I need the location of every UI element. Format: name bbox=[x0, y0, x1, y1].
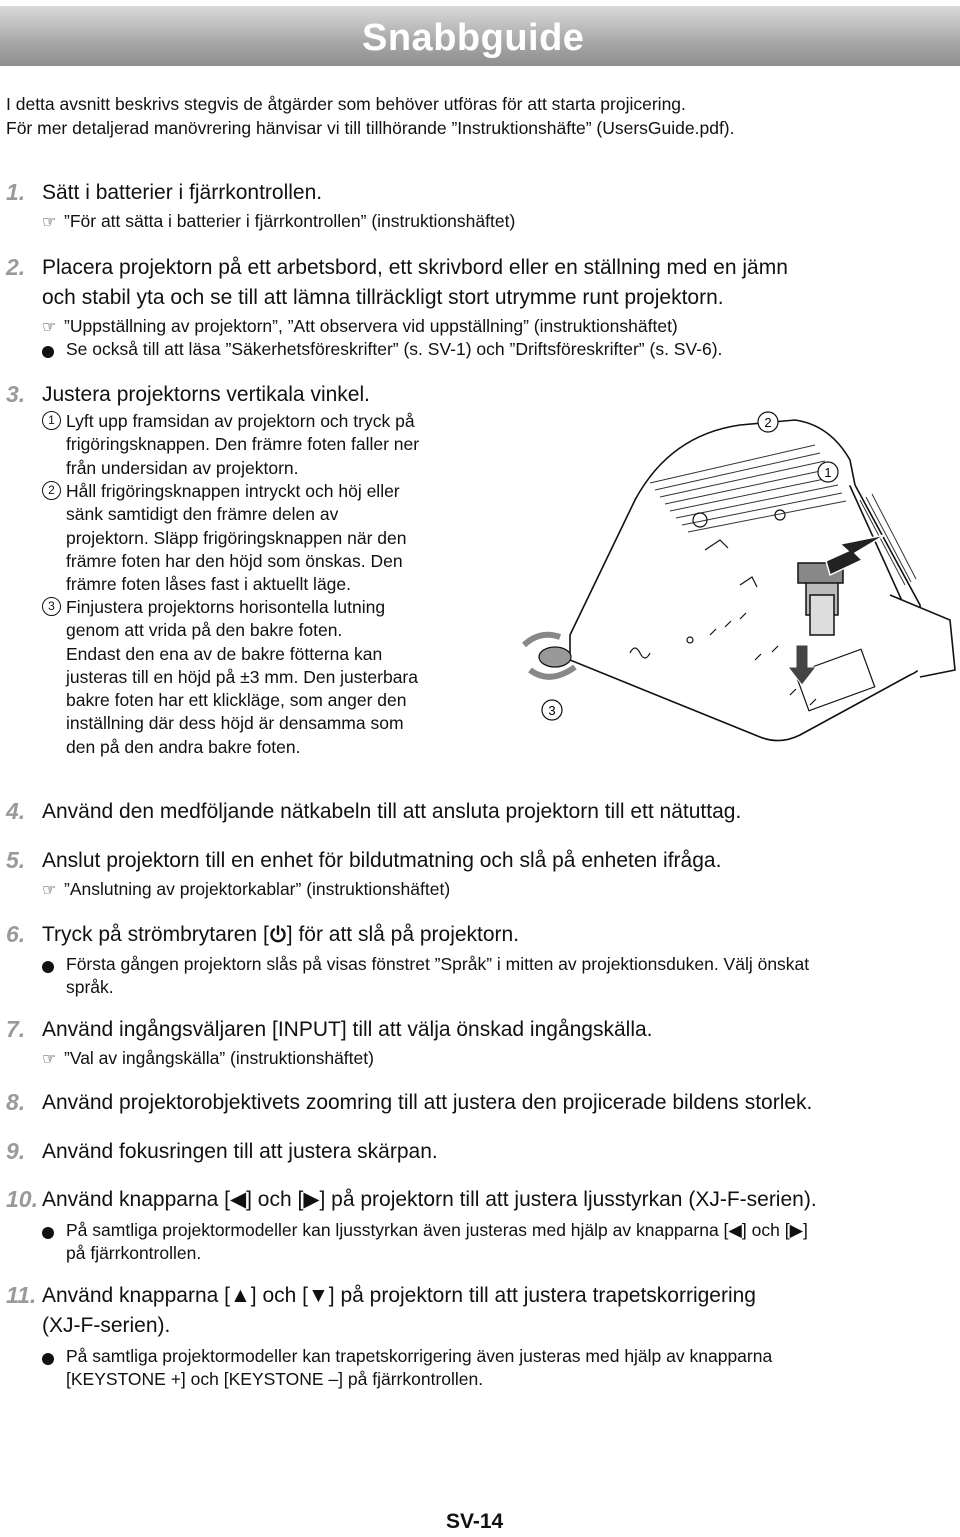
step-number: 11. bbox=[6, 1282, 37, 1308]
callout-label: 3 bbox=[548, 703, 556, 718]
step-text: Använd den medföljande nätkabeln till att ansluta projektorn till ett nätuttag. bbox=[42, 800, 742, 823]
bullet-text bbox=[42, 1219, 952, 1242]
reference-line bbox=[42, 315, 678, 339]
step-text: Sätt i batterier i fjärrkontrollen. bbox=[42, 181, 323, 204]
bullet-item bbox=[42, 953, 952, 976]
step-number: 3. bbox=[6, 381, 26, 407]
sub-item bbox=[42, 480, 492, 596]
sub-item-line: Endast den ena av de bakre fötterna kan bbox=[66, 643, 383, 664]
bullet-text: Se också till att läsa ”Säkerhetsföreskrifter” (s. SV-1) och ”Driftsföreskrifter” (s. SV-6). bbox=[66, 339, 723, 359]
reference-text: ”Val av ingångskälla” (instruktionshäftet) bbox=[64, 1048, 374, 1068]
sub-item-line: genom att vrida på den bakre foten. bbox=[66, 620, 343, 641]
step-number: 9. bbox=[6, 1138, 26, 1164]
sub-item bbox=[42, 410, 492, 480]
bullet-item bbox=[42, 1345, 952, 1368]
step-text: Anslut projektorn till en enhet för bildutmatning och slå på enheten ifråga. bbox=[42, 849, 722, 872]
sub-item-line: den på den andra bakre foten. bbox=[66, 736, 301, 757]
reference-line bbox=[42, 878, 450, 902]
callout-3 bbox=[542, 700, 562, 720]
bullet-item bbox=[42, 1219, 952, 1242]
bullet-continuation bbox=[42, 976, 114, 999]
step-text: Använd projektorobjektivets zoomring till att justera den projicerade bildens storlek. bbox=[42, 1091, 813, 1114]
bullet-text-part: ] bbox=[803, 1220, 808, 1240]
down-triangle-icon: ▼ bbox=[307, 1284, 329, 1307]
intro-text bbox=[6, 92, 735, 140]
bullet-continuation bbox=[42, 1368, 483, 1391]
power-icon bbox=[269, 922, 287, 952]
sub-item-line: främre foten låses fast i aktuellt läge. bbox=[66, 574, 351, 595]
reference-text: ”Uppställning av projektorn”, ”Att observera vid uppställning” (instruktionshäftet) bbox=[64, 316, 678, 336]
page-title: Snabbguide bbox=[362, 17, 585, 59]
sub-item-line: inställning där dess höjd är densamma som bbox=[66, 713, 404, 734]
sub-item-line: bakre foten har ett klickläge, som anger den bbox=[66, 690, 407, 711]
bullet-text-part: På samtliga projektormodeller kan ljusstyrkan även justeras med hjälp av knapparna [ bbox=[66, 1220, 729, 1240]
step-number: 1. bbox=[6, 179, 26, 205]
sub-item-line: projektorn. Släpp frigöringsknappen när den bbox=[66, 527, 407, 548]
bullet-text: På samtliga projektormodeller kan trapetskorrigering även justeras med hjälp av knapparna bbox=[66, 1346, 773, 1366]
step-text-line: Placera projektorn på ett arbetsbord, ett skrivbord eller en ställning med en jämn bbox=[42, 256, 788, 279]
sub-item-line: frigöringsknappen. Den främre foten faller ner bbox=[66, 434, 420, 455]
step-text bbox=[42, 1185, 817, 1215]
sub-item-line: Finjustera projektorns horisontella lutning bbox=[66, 597, 386, 617]
step-text-part: Använd knapparna [ bbox=[42, 1188, 230, 1211]
callout-1 bbox=[818, 462, 838, 482]
reference-line bbox=[42, 210, 515, 234]
bullet-dot bbox=[42, 961, 54, 973]
step-number: 5. bbox=[6, 847, 26, 873]
sub-item-line: från undersidan av projektorn. bbox=[66, 457, 299, 478]
step-text-line bbox=[42, 1281, 756, 1311]
circled-number: 2 bbox=[42, 481, 61, 500]
reference-line bbox=[42, 1047, 374, 1071]
page-number: SV-14 bbox=[446, 1510, 504, 1533]
sub-item-line: justeras till en höjd på ±3 mm. Den justerbara bbox=[66, 666, 418, 687]
right-triangle-icon: ▶ bbox=[789, 1220, 804, 1240]
intro-line: För mer detaljerad manövrering hänvisar vi till tillhörande ”Instruktionshäfte” (UsersGuide.pdf). bbox=[6, 118, 735, 138]
bullet-text: på fjärrkontrollen. bbox=[66, 1243, 202, 1263]
pointing-hand-icon: ☞ bbox=[42, 882, 57, 899]
sub-item-line: Lyft upp framsidan av projektorn och tryck på bbox=[66, 411, 415, 431]
step-text-part: ] och [ bbox=[250, 1284, 308, 1307]
bullet-text: Första gången projektorn slås på visas fönstret ”Språk” i mitten av projektionsduken. Välj önskat bbox=[66, 954, 810, 974]
callout-label: 1 bbox=[824, 465, 832, 480]
bullet-text: språk. bbox=[66, 977, 114, 997]
sub-item-line: Håll frigöringsknappen intryckt och höj eller bbox=[66, 481, 400, 501]
bullet-text-part: ] och [ bbox=[741, 1220, 790, 1240]
reference-text: ”För att sätta i batterier i fjärrkontrollen” (instruktionshäftet) bbox=[64, 211, 516, 231]
up-triangle-icon: ▲ bbox=[229, 1284, 251, 1307]
left-triangle-icon: ◀ bbox=[229, 1188, 247, 1211]
step-text bbox=[42, 920, 519, 952]
step-text bbox=[42, 1281, 756, 1341]
right-triangle-icon: ▶ bbox=[303, 1188, 320, 1211]
step-text-part: ] på projektorn till att justera ljusstyrkan (XJ-F-serien). bbox=[319, 1188, 817, 1211]
circled-number: 3 bbox=[42, 597, 61, 616]
bullet-item bbox=[42, 338, 722, 361]
rear-foot bbox=[524, 635, 575, 677]
circled-number: 1 bbox=[42, 411, 61, 430]
step-number: 10. bbox=[6, 1186, 38, 1212]
bullet-dot bbox=[42, 1353, 54, 1365]
intro-line: I detta avsnitt beskrivs stegvis de åtgärder som behöver utföras för att starta projicering. bbox=[6, 94, 686, 114]
step-text-part: Tryck på strömbrytaren [ bbox=[42, 923, 269, 946]
bullet-dot bbox=[42, 346, 54, 358]
sub-item bbox=[42, 596, 492, 759]
step-text-line: och stabil yta och se till att lämna tillräckligt stort utrymme runt projektorn. bbox=[42, 286, 724, 309]
step-number: 4. bbox=[6, 798, 26, 824]
step-number: 2. bbox=[6, 254, 26, 280]
step-text-line: (XJ-F-serien). bbox=[42, 1314, 171, 1337]
callout-label: 2 bbox=[764, 415, 772, 430]
pointing-hand-icon: ☞ bbox=[42, 214, 57, 231]
step-text-part: Använd knapparna [ bbox=[42, 1284, 230, 1307]
step-text bbox=[42, 253, 788, 313]
projector-illustration bbox=[510, 405, 960, 760]
left-triangle-icon: ◀ bbox=[728, 1220, 742, 1240]
title-bar bbox=[0, 6, 960, 66]
step-text: Använd ingångsväljaren [INPUT] till att välja önskad ingångskälla. bbox=[42, 1018, 653, 1041]
sub-item-line: sänk samtidigt den främre delen av bbox=[66, 504, 339, 525]
step-text: Justera projektorns vertikala vinkel. bbox=[42, 383, 370, 406]
bullet-continuation bbox=[42, 1242, 201, 1265]
step-text-part: ] och [ bbox=[246, 1188, 304, 1211]
bullet-text: [KEYSTONE +] och [KEYSTONE –] på fjärrkontrollen. bbox=[66, 1369, 484, 1389]
pointing-hand-icon: ☞ bbox=[42, 319, 57, 336]
step-text-part: ] på projektorn till att justera trapetskorrigering bbox=[328, 1284, 756, 1307]
sub-item-line: främre foten har den höjd som önskas. Den bbox=[66, 550, 403, 571]
projector-body bbox=[570, 420, 955, 741]
pointing-hand-icon: ☞ bbox=[42, 1051, 57, 1068]
bullet-dot bbox=[42, 1227, 54, 1239]
step-text: Använd fokusringen till att justera skärpan. bbox=[42, 1140, 438, 1163]
callout-2 bbox=[758, 412, 778, 432]
step-number: 6. bbox=[6, 921, 26, 947]
step-text-part: ] för att slå på projektorn. bbox=[286, 923, 520, 946]
step-number: 7. bbox=[6, 1016, 26, 1042]
reference-text: ”Anslutning av projektorkablar” (instruktionshäftet) bbox=[64, 879, 451, 899]
step-number: 8. bbox=[6, 1089, 26, 1115]
